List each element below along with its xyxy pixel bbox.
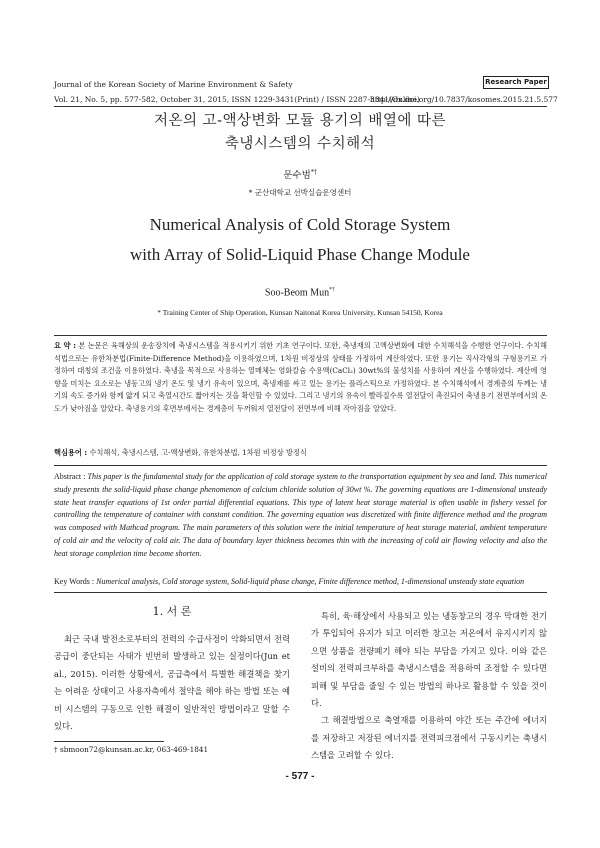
korean-abstract-label: 요 약 : — [54, 341, 76, 350]
left-column — [54, 631, 290, 735]
author-mark: *† — [310, 168, 317, 176]
english-affiliation: * Training Center of Ship Operation, Kunsan Naitonal Korea University, Kunsan 54150, Korea — [157, 308, 443, 317]
korean-keywords-text: 수치해석, 축냉시스템, 고-액상변화, 유한차분법, 1차원 비정상 방정식 — [89, 448, 307, 457]
abstract-mid-rule — [54, 465, 547, 466]
english-abstract — [54, 471, 547, 561]
english-title-line1: Numerical Analysis of Cold Storage System — [149, 215, 451, 234]
korean-title-line2: 축냉시스템의 수치해석 — [224, 136, 376, 152]
english-keywords-text: Numerical analysis, Cold storage system, Solid-liquid phase change, Finite difference method, 1-dimensional unsteady state equation — [96, 577, 525, 586]
header-rule — [54, 106, 547, 107]
paragraph: 최근 국내 발전소로부터의 전력의 수급사정이 악화되면서 전력공급이 중단되는 사태가 빈번히 발생하고 있는 실정이다(Jun et al., 2015). 이러한 상황에서, 공급측에서 특별한 해결책을 찾기는 어려운 상태이고 사용자측에서 절약을 해야 하는 방법 또는 예비 시스템의 구동으로 인한 해결이 일반적인 방법이라고 말할 수 있다. — [54, 634, 290, 732]
abstract-top-rule — [54, 335, 547, 336]
korean-keywords — [54, 447, 547, 459]
corresponding-author-footnote: † sbmoon72@kunsan.ac.kr, 063-469-1841 — [54, 745, 209, 754]
article-type-badge: Research Paper — [483, 76, 549, 89]
section-heading: 1. 서 론 — [152, 605, 192, 618]
korean-affiliation: * 군산대학교 선박실습운영센터 — [248, 188, 352, 197]
english-abstract-label: Abstract : — [54, 472, 86, 481]
korean-abstract — [54, 340, 547, 416]
page-number: - 577 - — [285, 771, 315, 782]
right-column — [311, 608, 547, 765]
korean-abstract-text: 본 논문은 육해상의 운송장치에 축냉시스템을 적용시키기 위한 기초 연구이다. 또한, 축냉재의 고액상변화에 대한 수치해석을 수행한 연구이다. 수치해석법으로는 유한차분법(Finite-Difference Method)을 이용하였으며, 1차원 비정상의 상태를 가정하여 계산하였다. 또한 용기는 직사각형의 구형용기로 가정하여 대칭의 조건을 이용하였다. 축냉을 목적으로 사용하는 열매체는 염화칼슘 수용액(CaCl₂) 30wt%의 물성치를 사용하여 계산을 수행하였다. 계산에 영향을 미치는 요소로는 냉동고의 냉기 온도 및 냉기 유속이 있으며, 축냉재를 싸고 있는 용기는 플라스틱으로 가정하였다. 본 수치해석에서 경계층의 두께는 냉기의 속도 증가와 함께 얇게 되고 축열시간도 짧아지는 것을 확인할 수 있었다. 그리고 냉기의 유속이 빨라질수록 열전달이 촉진되어 축냉용기 전면부에서의 온도가 낮아짐을 알았다. 축냉용기의 후면부에서는 경계층이 두꺼워져 열전달이 전면부에 비해 작아짐을 알았다. — [54, 341, 547, 413]
paragraph: 특히, 육·해상에서 사용되고 있는 냉동창고의 경우 막대한 전기가 투입되어 유지가 되고 이러한 창고는 저온에서 유지시키지 않으면 상품을 전량폐기 해야 되는 부담을 가지고 있다. 이와 같은 설비의 전력피크부하를 축냉시스템을 적용하여 조정할 수 있다면 피해 및 부담을 줄일 수 있는 방법의 하나로 활용할 수 있을 것이다. — [311, 611, 547, 709]
english-author: Soo-Beom Mun*† — [264, 287, 336, 299]
korean-keywords-label: 핵심용어 : — [54, 448, 88, 457]
english-abstract-text: This paper is the fundamental study for the application of cold storage system to the transportation equipment by sea and land. This numerical study presents the solid-liquid phase change phenomenon of calcium chloride solution of 30wt %. The governing equations are 1-dimensional unsteady state heat transfer equations of 1st order partial differential equations. This type of latent heat storage material is often usable in fishery vessel for controlling the temperature of container with constant condition. The governing equation was discretized with finite difference method and the program was composed with Mathcad program. The main parameters of this solution were the initial temperature of heat storage material, ambient temperature of cold air and the velocity of cold air. The data of boundary layer thickness becomes thin with the increasing of cold air flowing velocity and also the heat storage completion time become shorten. — [54, 472, 548, 558]
volume-info: Vol. 21, No. 5, pp. 577-582, October 31, 2015, ISSN 1229-3431(Print) / ISSN 2287-3341(Online) — [54, 95, 420, 104]
english-keywords — [54, 576, 547, 588]
english-title-line2: with Array of Solid-Liquid Phase Change Module — [130, 245, 470, 264]
english-keywords-label: Key Words : — [54, 577, 95, 586]
footnote-rule — [54, 741, 164, 742]
journal-name: Journal of the Korean Society of Marine Environment & Safety — [54, 80, 293, 89]
korean-author: 문수범*† — [283, 168, 317, 181]
abstract-bottom-rule — [54, 592, 547, 593]
author-mark-en: *† — [329, 287, 336, 293]
paragraph: 그 해결방법으로 축열재를 이용하여 야간 또는 주간에 에너지를 저장하고 저장된 에너지를 전력피크점에서 구동시키는 축냉시스템을 고려할 수 있다. — [311, 715, 547, 761]
doi-link[interactable]: http://dx.doi.org/10.7837/kosomes.2015.21.5.577 — [370, 95, 558, 104]
korean-title-line1: 저온의 고-액상변화 모듈 용기의 배열에 따른 — [153, 113, 447, 129]
